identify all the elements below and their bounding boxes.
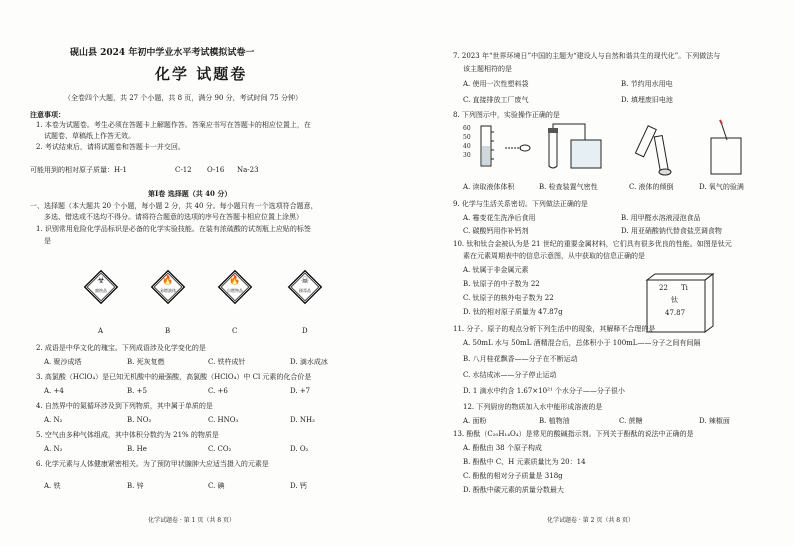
- subject-title: 化学 试题卷: [155, 65, 248, 83]
- notice-1b: 试题卷、草稿纸上作答无效。: [44, 132, 135, 140]
- q5o-option-3: D. O₂: [290, 445, 309, 453]
- section1-line2: 多选、错选或不选均不得分。请将符合题意的选项的序号在答题卡相应位置上涂黑）: [44, 213, 303, 221]
- notice-heading: 注意事项：: [30, 110, 65, 119]
- q3o-option-2: C. +6: [208, 387, 228, 395]
- q8-figure-b: [539, 122, 619, 172]
- q9o-option-2: C. 碳酸钙用作补钙剂: [463, 227, 529, 235]
- q5o-option-0: A. N₂: [44, 445, 63, 453]
- hazard-symbol-icon: 🔥: [229, 276, 241, 286]
- q8-figure-c: [629, 122, 689, 178]
- q8o-option-0: A. 读取液体体积: [463, 183, 515, 191]
- hazard-caption: 腐蚀品: [95, 288, 107, 293]
- q7-line2: 该主题相符的是: [463, 65, 512, 73]
- q4o-option-1: B. NO₂: [127, 416, 152, 424]
- q9o-option-1: B. 用甲醛水溶液浸泡食品: [621, 214, 701, 222]
- q10o-option-0: A. 钛属于非金属元素: [463, 266, 529, 274]
- q13o-option-1: B. 酚酞中 C、H 元素质量比为 20：14: [463, 458, 586, 466]
- q7o-option-3: D. 填埋废旧电池: [621, 96, 673, 104]
- q4-stem: 4. 自然界中的氮循环涉及到下列物质，其中属于单质的是: [36, 402, 213, 410]
- q5o-option-1: B. He: [127, 445, 147, 453]
- q11o-option-0: A. 50mL 水与 50mL 酒精混合后，总体积小于 100mL——分子之间有间隔: [463, 339, 701, 347]
- titanium-element-box: [645, 272, 707, 326]
- ti-symbol: Ti: [681, 284, 688, 292]
- q11o-option-1: B. 八月桂花飘香——分子在不断运动: [463, 355, 578, 363]
- q7-line1: 7. 2023 年“世界环境日”中国的主题为“建设人与自然和谐共生的现代化”。下列做法与: [453, 52, 721, 60]
- hazard-label-c: [218, 270, 252, 304]
- q13o-option-0: A. 酚酞由 38 个原子构成: [463, 444, 542, 452]
- part1-heading: 第Ⅰ卷 选择题（共 40 分）: [148, 189, 232, 198]
- hazard-letter: C: [232, 327, 238, 335]
- q12-stem: 12. 下列厨房的物质加入水中能形成溶液的是: [463, 403, 603, 411]
- q8o-option-2: C. 液体的倾倒: [629, 183, 674, 191]
- hazard-letter: D: [302, 327, 308, 335]
- left-footer: 化学试题卷 · 第 1 页（共 8 页）: [148, 517, 235, 524]
- hazard-symbol-icon: ☣: [96, 276, 106, 286]
- q8o-option-1: B. 检查装置气密性: [539, 183, 598, 191]
- q1-line1: 1. 识别常用危险化学品标识是必备的化学实验技能。在装有浓硫酸的试剂瓶上应贴的标签: [36, 225, 311, 233]
- scale-50: 50: [463, 134, 471, 141]
- hazard-label-a: [84, 270, 118, 304]
- atomic-mass-o: O-16: [207, 166, 225, 174]
- atomic-mass-label: 可能用到的相对原子质量：H-1: [30, 166, 127, 174]
- q4o-option-2: C. HNO₃: [208, 416, 239, 424]
- q13o-option-3: D. 酚酞中碳元素的质量分数最大: [463, 486, 564, 494]
- q8-figure-d: [697, 118, 757, 178]
- q10o-option-3: D. 钛的相对原子质量为 47.87g: [463, 308, 563, 316]
- q2o-option-1: B. 死灰复燃: [127, 358, 165, 366]
- hazard-label-d: [288, 270, 322, 304]
- notice-1a: 1. 本卷为试题卷。考生必须在答题卡上解题作答。答案应书写在答题卡的相应位置上，在: [36, 121, 311, 129]
- scale-40: 40: [463, 143, 471, 150]
- q11-stem: 11. 分子、原子的观点分析下列生活中的现象，其解释不合理的是: [453, 325, 656, 333]
- q10o-option-2: C. 钛原子的核外电子数为 22: [463, 294, 554, 302]
- q7o-option-0: A. 使用一次性塑料袋: [463, 80, 529, 88]
- hazard-letter: A: [98, 327, 104, 335]
- q4o-option-3: D. NH₃: [290, 416, 315, 424]
- atomic-mass-c: C-12: [175, 166, 192, 174]
- q12o-option-1: B. 植物油: [539, 417, 570, 425]
- q10-line1: 10. 钛和钛合金被认为是 21 世纪的重要金属材料，它们具有很多优良的性能。如图是钛元: [453, 240, 732, 248]
- hazard-caption: 易燃液体: [160, 288, 176, 293]
- hazard-caption: 剧毒品: [299, 288, 311, 293]
- q3o-option-3: D. +7: [290, 387, 311, 395]
- q6o-option-0: A. 铁: [44, 482, 61, 490]
- q11o-option-2: C. 水结成冰——分子停止运动: [463, 371, 557, 379]
- q5-stem: 5. 空气由多种气体组成，其中体积分数约为 21% 的物质是: [36, 431, 219, 439]
- q13-stem: 13. 酚酞（C₂₀H₁₄O₄）是常见的酸碱指示剂。下列关于酚酞的说法中正确的是: [453, 430, 694, 438]
- section1-line1: 一、选择题（本大题共 20 个小题，每小题 2 分，共 40 分。每小题只有一个选项符合题意，: [30, 202, 318, 210]
- exam-info: （全卷四个大题，共 27 个小题，共 8 页，满分 90 分，考试时间 75 分钟）: [64, 94, 302, 102]
- q9-stem: 9. 化学与生活关系密切。下列做法正确的是: [453, 200, 588, 208]
- q5o-option-2: C. CO₂: [208, 445, 232, 453]
- q13o-option-2: C. 酚酞的相对分子质量是 318g: [463, 472, 563, 480]
- q3o-option-1: B. +5: [127, 387, 147, 395]
- hazard-symbol-icon: 🔥: [162, 276, 174, 286]
- q3o-option-0: A. +4: [44, 387, 64, 395]
- hazard-letter: B: [165, 327, 171, 335]
- atomic-mass-na: Na-23: [237, 166, 259, 174]
- q8o-option-3: D. 氧气的验满: [699, 183, 744, 191]
- ti-atomic-number: 22: [659, 284, 668, 292]
- q6o-option-1: B. 锌: [127, 482, 144, 490]
- q1-line2: 是: [44, 237, 51, 245]
- q12o-option-0: A. 面粉: [463, 417, 487, 425]
- q9o-option-0: A. 霉变花生洗净后食用: [463, 214, 536, 222]
- hazard-symbol-icon: ☠: [300, 276, 310, 286]
- q12o-option-2: C. 蔗糖: [619, 417, 643, 425]
- q7o-option-1: B. 节约用水用电: [621, 80, 673, 88]
- q12o-option-3: D. 辣椒面: [699, 417, 730, 425]
- q2-stem: 2. 成语是中华文化的瑰宝。下列成语涉及化学变化的是: [36, 344, 206, 352]
- exam-title: 砚山县 2024 年初中学业水平考试模拟试卷一: [70, 48, 255, 58]
- right-footer: 化学试题卷 · 第 2 页（共 8 页）: [547, 517, 634, 524]
- scale-60: 60: [463, 125, 471, 132]
- q6-stem: 6. 化学元素与人体健康紧密相关。为了预防甲状腺肿大应适当摄入的元素是: [36, 460, 269, 468]
- q8-stem: 8. 下列图示中，实验操作正确的是: [453, 111, 560, 119]
- notice-2: 2. 考试结束后，请将试题卷和答题卡一并交回。: [36, 143, 185, 151]
- q4o-option-0: A. N₂: [44, 416, 63, 424]
- q11o-option-3: D. 1 滴水中约含 1.67×10²¹ 个水分子——分子很小: [463, 387, 625, 395]
- scale-30: 30: [463, 152, 471, 159]
- q10o-option-1: B. 钛原子的中子数为 22: [463, 280, 540, 288]
- q7o-option-2: C. 直接排放工厂废气: [463, 96, 529, 104]
- q2o-option-0: A. 聚沙成塔: [44, 358, 82, 366]
- q6o-option-2: C. 碘: [208, 482, 225, 490]
- q8-figure-a: [463, 124, 533, 168]
- ti-mass: 47.87: [665, 309, 686, 317]
- q2o-option-3: D. 滴水成冰: [290, 358, 328, 366]
- q6o-option-3: D. 钙: [290, 482, 307, 490]
- q9o-option-3: D. 用亚硝酸钠代替食盐烹调食物: [621, 227, 722, 235]
- q10-line2: 素在元素周期表中的信息示意图，从中获取的信息正确的是: [463, 252, 645, 260]
- q3-stem: 3. 高氯酸（HClO₄）是已知无机酸中的最强酸，高氯酸（HClO₄）中 Cl 元素的化合价是: [36, 373, 312, 381]
- hazard-label-b: [151, 270, 185, 304]
- ti-name: 钛: [671, 296, 678, 304]
- hazard-caption: 自燃物品: [227, 288, 243, 293]
- q2o-option-2: C. 铁杵成针: [208, 358, 246, 366]
- right-page: [397, 0, 794, 546]
